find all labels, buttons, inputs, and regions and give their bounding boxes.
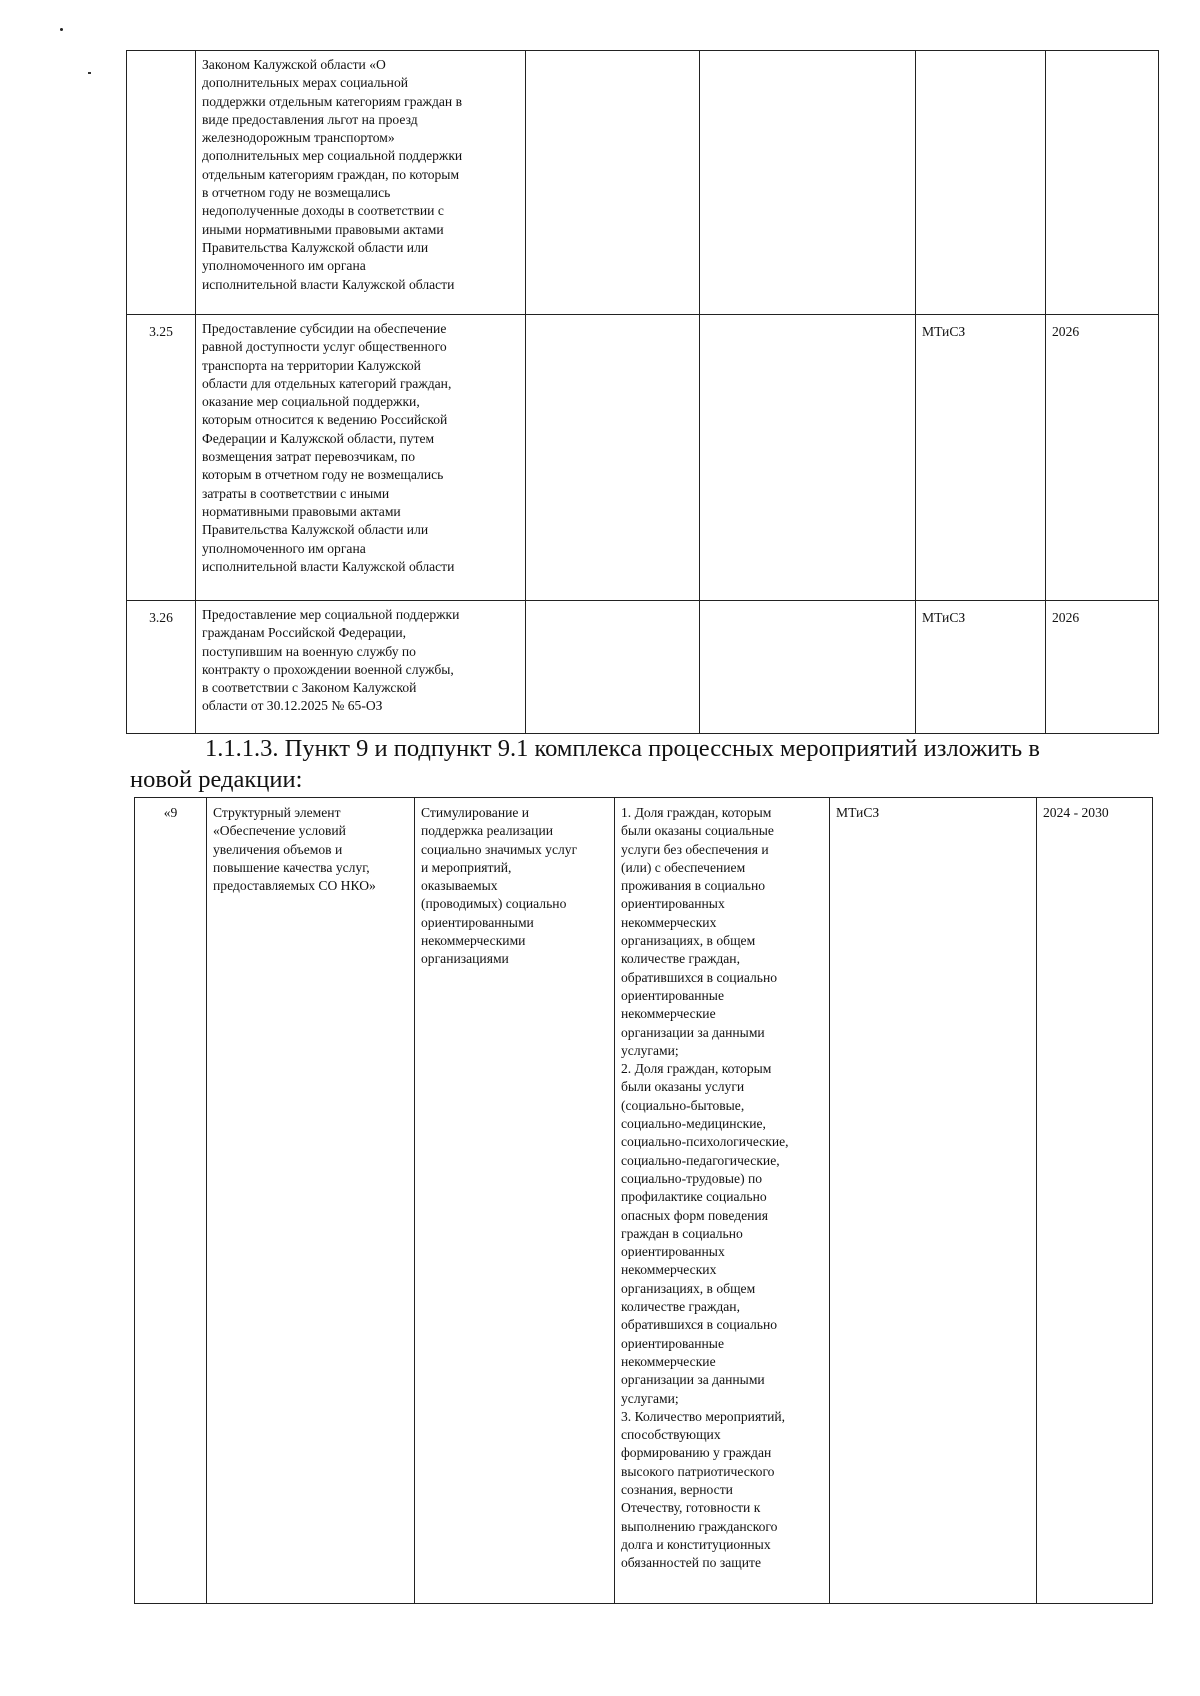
amendment-heading <box>130 733 1170 795</box>
row-number: 3.25 <box>127 315 196 601</box>
executor-cell <box>916 51 1046 315</box>
year-cell <box>1046 51 1159 315</box>
task-cell: Стимулирование и поддержка реализации социально значимых услуг и мероприятий, оказываемых (проводимых) социально ориентированными некоммерческими организациями <box>415 798 615 1604</box>
table-row <box>127 601 1159 734</box>
item-number: «9 <box>135 798 207 1604</box>
structural-element-cell: Структурный элемент «Обеспечение условий увеличения объемов и повышение качества услуг, предоставляемых СО НКО» <box>207 798 415 1604</box>
empty-cell <box>526 51 700 315</box>
scan-speck <box>88 72 91 74</box>
measures-table-continued <box>126 50 1159 734</box>
indicators-cell: 1. Доля граждан, которым были оказаны социальные услуги без обеспечения и (или) с обеспечением проживания в социально ориентированных некоммерческих организациях, в общем количестве граждан, обратившихся в социально ориентированные некоммерческие организации за данными услугами; 2. Доля граждан, которым были оказаны услуги (социально-бытовые, социально-медицинские, социально-психологические, социально-педагогические, социально-трудовые) по профилактике социально опасных форм поведения граждан в социально ориентированных некоммерческих организациях, в общем количестве граждан, обратившихся в социально ориентированные некоммерческие организации за данными услугами; 3. Количество мероприятий, способствующих формированию у граждан высокого патриотического сознания, верности Отечеству, готовности к выполнению гражданского долга и конституционных обязанностей по защите <box>615 798 830 1604</box>
measure-description: Законом Калужской области «О дополнительных мерах социальной поддержки отдельным категориям граждан в виде предоставления льгот на проезд железнодорожным транспортом» дополнительных мер социальной поддержки отдельным категориям граждан, по которым в отчетном году не возмещались недополученные доходы в соответствии с иными нормативными правовыми актами Правительства Калужской области или уполномоченного им органа исполнительной власти Калужской области <box>196 51 526 315</box>
empty-cell <box>700 51 916 315</box>
measure-description: Предоставление мер социальной поддержки гражданам Российской Федерации, поступившим на военную службу по контракту о прохождении военной службы, в соответствии с Законом Калужской области от 30.12.2025 № 65-ОЗ <box>196 601 526 734</box>
executor-cell: МТиСЗ <box>916 315 1046 601</box>
table-row <box>127 315 1159 601</box>
empty-cell <box>700 315 916 601</box>
table-row <box>135 798 1153 1604</box>
scan-speck <box>60 28 63 31</box>
period-cell: 2024 - 2030 <box>1037 798 1153 1604</box>
heading-line-2: новой редакции: <box>130 766 303 793</box>
executor-cell: МТиСЗ <box>830 798 1037 1604</box>
executor-cell: МТиСЗ <box>916 601 1046 734</box>
row-number: 3.26 <box>127 601 196 734</box>
empty-cell <box>526 315 700 601</box>
empty-cell <box>700 601 916 734</box>
year-cell: 2026 <box>1046 315 1159 601</box>
process-measures-table <box>134 797 1153 1604</box>
table-row <box>127 51 1159 315</box>
measure-description: Предоставление субсидии на обеспечение равной доступности услуг общественного транспорта на территории Калужской области для отдельных категорий граждан, оказание мер социальной поддержки, которым относится к ведению Российской Федерации и Калужской области, путем возмещения затрат перевозчикам, по которым в отчетном году не возмещались затраты в соответствии с иными нормативными правовыми актами Правительства Калужской области или уполномоченного им органа исполнительной власти Калужской области <box>196 315 526 601</box>
heading-line-1: 1.1.1.3. Пункт 9 и подпункт 9.1 комплекса процессных мероприятий изложить в <box>205 735 1040 762</box>
row-number <box>127 51 196 315</box>
empty-cell <box>526 601 700 734</box>
year-cell: 2026 <box>1046 601 1159 734</box>
